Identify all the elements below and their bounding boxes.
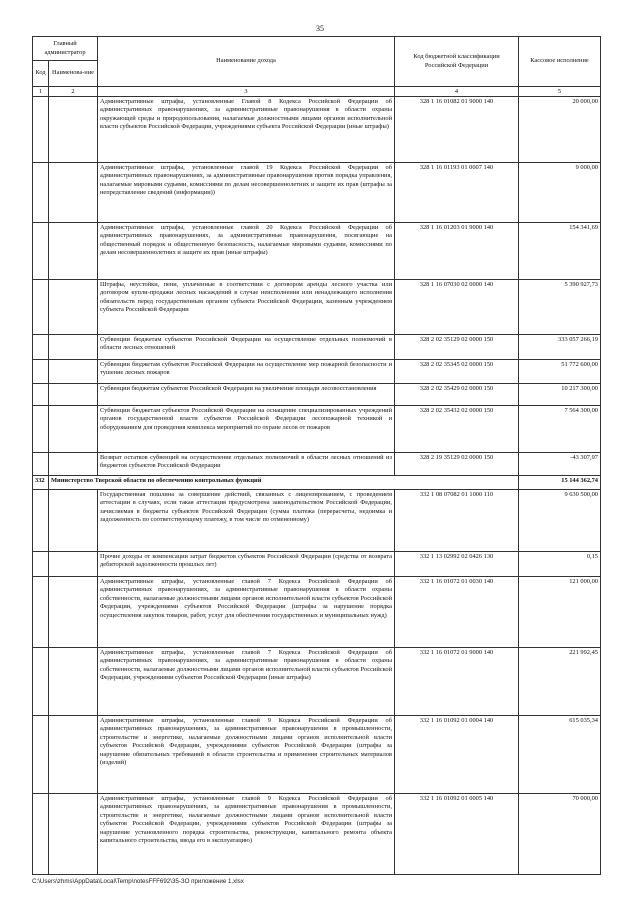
cash-amount: -43 307,97 — [519, 453, 601, 476]
table-row — [33, 794, 601, 875]
budget-code: 328 2 02 35432 02 0000 150 — [395, 406, 519, 453]
income-description: Административные штрафы, установленные Главой 8 Кодекса Российской Федерации об административных правонарушениях, за административные правонарушения в области охраны окружающей среды и природопользования, налагаемые должностными лицами органов исполнительной власти субъектов Российской Федерации, учреждениями субъекта Российской Федерации (иные штрафы) — [98, 97, 395, 163]
admin-code — [33, 223, 49, 280]
file-path-footer: C:\Users\zhms\AppData\Local\Temp\notesFFF692\35-ЗО приложение 1.xlsx — [32, 878, 244, 885]
admin-code — [33, 490, 49, 552]
income-name-header: Наименование дохода — [98, 37, 395, 87]
income-description: Административные штрафы, установленные главой 9 Кодекса Российской Федерации об административных правонарушениях, за административные правонарушения в промышленности, строительстве и энергетике, налагаемые должностными лицами органов исполнительной власти субъектов Российской Федерации, учреждениями субъектов Российской Федерации (штрафы за нарушение обязательных требований в области строительства и применения строительных материалов (изделий) — [98, 716, 395, 794]
table-row — [33, 406, 601, 453]
table-row — [33, 280, 601, 335]
income-description: Административные штрафы, установленные главой 7 Кодекса Российской Федерации об административных правонарушениях, за административные правонарушения в области охраны собственности, налагаемые должностными лицами органов исполнительной власти субъектов Российской Федерации, учреждениями субъектов Российской Федерации (иные штрафы) — [98, 648, 395, 716]
table-row — [33, 223, 601, 280]
budget-code: 328 1 16 07030 02 0000 140 — [395, 280, 519, 335]
budget-code: 332 1 16 01072 01 9000 140 — [395, 648, 519, 716]
budget-code: 328 1 16 01203 01 9000 140 — [395, 223, 519, 280]
budget-code: 328 2 02 35345 02 0000 150 — [395, 360, 519, 384]
table-row — [33, 490, 601, 552]
cash-amount: 615 035,34 — [519, 716, 601, 794]
budget-code: 328 1 16 01193 01 0007 140 — [395, 163, 519, 223]
budget-code: 332 1 16 01092 01 0005 140 — [395, 794, 519, 875]
admin-name — [49, 453, 98, 476]
admin-name — [49, 577, 98, 648]
code-header: Код — [33, 61, 49, 87]
admin-code — [33, 406, 49, 453]
cash-amount: 15 144 362,74 — [519, 476, 601, 490]
admin-name — [49, 280, 98, 335]
admin-name — [49, 552, 98, 577]
income-description: Возврат остатков субвенций на осуществление отдельных полномочий в области лесных отношений из бюджетов субъектов Российской Федерации — [98, 453, 395, 476]
income-description: Субвенции бюджетам субъектов Российской Федерации на оснащение специализированных учреждений органов государственной власти субъектов Российской Федерации лесопожарной техникой и оборудованием для проведения комплекса мероприятий по охране лесов от пожаров — [98, 406, 395, 453]
admin-name — [49, 716, 98, 794]
revenue-table — [32, 36, 601, 875]
table-row — [33, 97, 601, 163]
cash-amount: 70 000,00 — [519, 794, 601, 875]
admin-group-header: Главный администратор — [33, 37, 98, 61]
cash-amount: 221 992,45 — [519, 648, 601, 716]
income-description: Субвенции бюджетам субъектов Российской Федерации на увеличение площади лесовосстановления — [98, 384, 395, 406]
admin-name — [49, 97, 98, 163]
income-description: Административные штрафы, установленные главой 7 Кодекса Российской Федерации об административных правонарушениях, за административные правонарушения в области охраны собственности, налагаемые должностными лицами органов исполнительной власти субъектов Российской Федерации, учреждениями субъектов Российской Федерации (штрафы за нарушение порядка осуществления закупок товаров, работ, услуг для обеспечения государственных и муниципальных нужд) — [98, 577, 395, 648]
admin-code — [33, 794, 49, 875]
cash-amount: 5 390 927,73 — [519, 280, 601, 335]
admin-name — [49, 335, 98, 360]
admin-code — [33, 384, 49, 406]
admin-code — [33, 97, 49, 163]
income-description: Штрафы, неустойки, пени, уплаченные в соответствии с договором аренды лесного участка или договором купли-продажи лесных насаждений в случае неисполнения или ненадлежащего исполнения обязательств перед государственным органом субъекта Российской Федерации, казенным учреждением субъекта Российской Федерации — [98, 280, 395, 335]
cash-amount: 10 217 300,00 — [519, 384, 601, 406]
admin-code — [33, 577, 49, 648]
table-row — [33, 648, 601, 716]
budget-code: 328 1 16 01082 01 9000 140 — [395, 97, 519, 163]
budget-code-header: Код бюджетной классификации Российской Федерации — [395, 37, 519, 87]
budget-code: 332 1 16 01092 01 0004 140 — [395, 716, 519, 794]
income-description: Прочие доходы от компенсации затрат бюджетов субъектов Российской Федерации (средства от возврата дебиторской задолженности прошлых лет) — [98, 552, 395, 577]
table-row — [33, 453, 601, 476]
cash-amount: 154 341,69 — [519, 223, 601, 280]
cash-amount: 333 057 266,19 — [519, 335, 601, 360]
column-number-row — [33, 87, 601, 97]
cash-amount: 51 772 600,00 — [519, 360, 601, 384]
cash-amount: 9 000,00 — [519, 163, 601, 223]
admin-code: 332 — [33, 476, 49, 490]
income-description: Административные штрафы, установленные главой 19 Кодекса Российской Федерации об административных правонарушениях, за административные правонарушения против порядка управления, налагаемые мировыми судьями, комиссиями по делам несовершеннолетних и защите их прав (штрафы за непредставление сведений (информации)) — [98, 163, 395, 223]
admin-name — [49, 648, 98, 716]
table-row — [33, 577, 601, 648]
admin-code — [33, 716, 49, 794]
admin-code — [33, 335, 49, 360]
admin-name — [49, 223, 98, 280]
table-row — [33, 384, 601, 406]
admin-code — [33, 163, 49, 223]
table-row — [33, 552, 601, 577]
budget-code: 328 2 02 35429 02 0000 150 — [395, 384, 519, 406]
admin-name — [49, 163, 98, 223]
income-description: Субвенции бюджетам субъектов Российской Федерации на осуществление мер пожарной безопасности и тушение лесных пожаров — [98, 360, 395, 384]
table-row — [33, 163, 601, 223]
column-number: 1 — [33, 87, 49, 97]
income-description: Административные штрафы, установленные главой 20 Кодекса Российской Федерации об административных правонарушениях, за административные правонарушения, посягающие на общественный порядок и общественную безопасность, налагаемые мировыми судьями, комиссиями по делам несовершеннолетних и защите их прав (иные штрафы) — [98, 223, 395, 280]
column-number: 2 — [49, 87, 98, 97]
table-row — [33, 335, 601, 360]
column-number: 5 — [519, 87, 601, 97]
income-description: Субвенции бюджетам субъектов Российской Федерации на осуществление отдельных полномочий в области лесных отношений — [98, 335, 395, 360]
admin-code — [33, 453, 49, 476]
cash-amount: 7 564 300,00 — [519, 406, 601, 453]
cash-amount: 20 000,00 — [519, 97, 601, 163]
admin-code — [33, 360, 49, 384]
page-number: 35 — [316, 24, 324, 33]
column-number: 3 — [98, 87, 395, 97]
column-number: 4 — [395, 87, 519, 97]
admin-name — [49, 794, 98, 875]
admin-code — [33, 552, 49, 577]
budget-code: 328 2 19 35129 02 0000 150 — [395, 453, 519, 476]
admin-name — [49, 384, 98, 406]
ministry-row — [33, 476, 601, 490]
admin-code — [33, 280, 49, 335]
budget-code: 328 2 02 35129 02 0000 150 — [395, 335, 519, 360]
cash-execution-header: Кассовое исполнение — [519, 37, 601, 87]
table-row — [33, 360, 601, 384]
admin-name — [49, 490, 98, 552]
ministry-name: Министерство Тверской области по обеспечению контрольных функций — [49, 476, 519, 490]
admin-name — [49, 360, 98, 384]
cash-amount: 9 630 500,00 — [519, 490, 601, 552]
admin-code — [33, 648, 49, 716]
income-description: Административные штрафы, установленные главой 9 Кодекса Российской Федерации об административных правонарушениях, за административные правонарушения в промышленности, строительстве и энергетике, налагаемые должностными лицами органов исполнительной власти субъектов Российской Федерации, учреждениями субъектов Российской Федерации (штрафы за нарушение установленного порядка строительства, реконструкции, капитального ремонта объекта капитального строительства, ввода его в эксплуатацию) — [98, 794, 395, 875]
admin-name — [49, 406, 98, 453]
budget-code: 332 1 08 07082 01 1000 110 — [395, 490, 519, 552]
table-row — [33, 716, 601, 794]
budget-code: 332 1 13 02992 02 0426 130 — [395, 552, 519, 577]
budget-code: 332 1 16 01072 01 0030 140 — [395, 577, 519, 648]
income-description: Государственная пошлина за совершение действий, связанных с лицензированием, с проведением аттестации в случаях, если такая аттестация предусмотрена законодательством Российской Федерации, зачисляемая в бюджеты субъектов Российской Федерации (сумма платежа (перерасчеты, недоимка и задолженность по соответствующему платежу, в том числе по отмененному) — [98, 490, 395, 552]
cash-amount: 121 000,00 — [519, 577, 601, 648]
name-short-header: Наименова-ние — [49, 61, 98, 87]
cash-amount: 0,15 — [519, 552, 601, 577]
